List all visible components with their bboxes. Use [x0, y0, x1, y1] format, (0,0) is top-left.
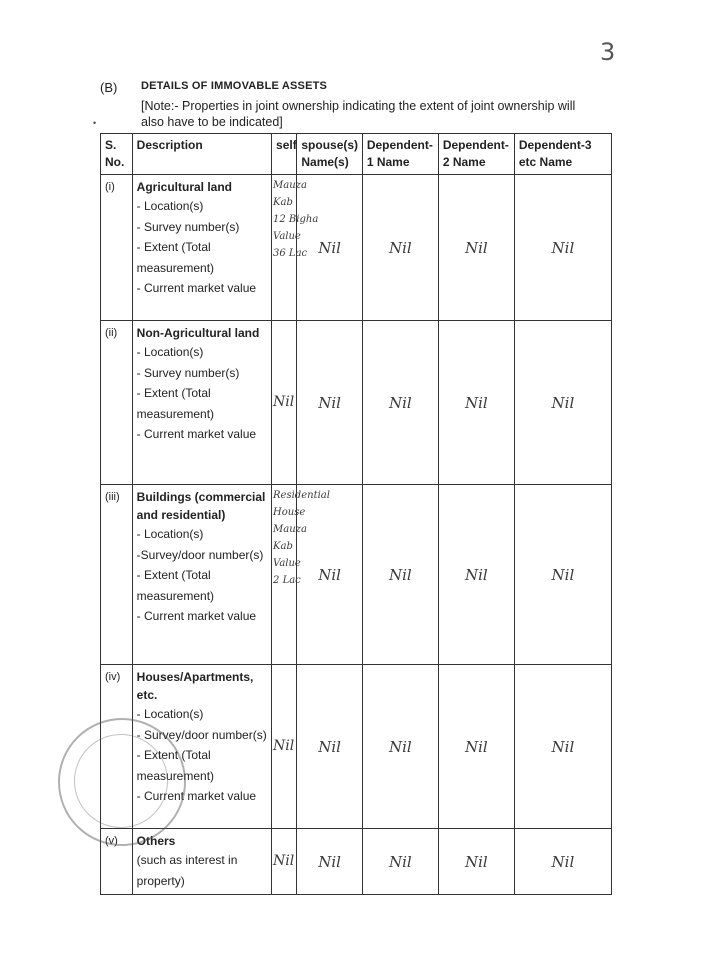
header-description: Description [132, 134, 271, 175]
row-sub-item: - Current market value [136, 789, 257, 803]
table-row [101, 829, 612, 895]
row-serial: (iv) [101, 665, 133, 829]
row-title: Buildings (commercial and residential) [136, 490, 266, 522]
row-sub-item: - Location(s) [136, 527, 204, 541]
row-sub-item: - Survey/door number(s) [136, 727, 267, 742]
row-sub-item: - Current market value [136, 609, 257, 623]
row-serial: (ii) [101, 321, 133, 485]
table-row [101, 665, 612, 829]
row-sub-item: - Location(s) [136, 345, 204, 359]
self-entry [272, 829, 297, 895]
handwritten-line: Nil [273, 853, 295, 869]
dep1-entry: Nil [362, 321, 438, 485]
dep2-entry: Nil [438, 485, 514, 665]
dep1-entry: Nil [362, 485, 438, 665]
spouse-entry: Nil [297, 829, 362, 895]
self-entry [272, 665, 297, 829]
dep2-entry: Nil [438, 175, 514, 321]
handwritten-line: Residential [273, 490, 330, 501]
row-description [132, 485, 271, 665]
row-sub-item: (such as interest in property) [136, 853, 238, 888]
spouse-entry: Nil [297, 665, 362, 829]
row-serial: (i) [101, 175, 133, 321]
dep2-entry: Nil [438, 829, 514, 895]
bullet-mark: • [93, 118, 97, 128]
section-note: [Note:- Properties in joint ownership indicating the extent of joint ownership will also have to be indicated] [141, 99, 576, 129]
row-sub-item: - Survey number(s) [136, 365, 240, 380]
table-row [101, 321, 612, 485]
table-header-row [101, 134, 612, 175]
table-row [101, 485, 612, 665]
row-description [132, 665, 271, 829]
row-sub-item: - Extent (Total measurement) [136, 240, 215, 275]
header-self: self [272, 134, 297, 175]
row-sub-item: - Survey number(s) [136, 219, 240, 234]
spouse-entry: Nil [297, 175, 362, 321]
row-sub-item: - Extent (Total measurement) [136, 386, 215, 421]
page-number: 3 [600, 38, 616, 66]
header-sno: S. No. [101, 134, 133, 175]
header-dependent-3: Dependent-3 etc Name [514, 134, 611, 175]
dep1-entry: Nil [362, 175, 438, 321]
row-title: Others [136, 834, 176, 848]
dep3-entry: Nil [514, 321, 611, 485]
row-sub-item: - Location(s) [136, 199, 204, 213]
spouse-entry: Nil [297, 485, 362, 665]
handwritten-line: 12 Bigha [273, 214, 319, 225]
dep2-entry: Nil [438, 321, 514, 485]
section-label: (B) [100, 80, 118, 95]
handwritten-line: 36 Lac [273, 248, 308, 259]
handwritten-line: Value [273, 558, 301, 569]
dep3-entry: Nil [514, 665, 611, 829]
row-description [132, 321, 271, 485]
dep1-entry: Nil [362, 665, 438, 829]
row-description [132, 175, 271, 321]
row-serial: (v) [101, 829, 133, 895]
dep1-entry: Nil [362, 829, 438, 895]
handwritten-line: 2 Lac [273, 575, 301, 586]
handwritten-line: Mauza [273, 524, 307, 535]
dep2-entry: Nil [438, 665, 514, 829]
row-title: Agricultural land [136, 180, 233, 194]
handwritten-line: Value [273, 231, 301, 242]
self-entry [272, 175, 319, 321]
row-sub-item: - Location(s) [136, 707, 204, 721]
row-sub-item: - Current market value [136, 281, 257, 295]
row-title: Houses/Apartments, etc. [136, 670, 254, 702]
row-description [132, 829, 271, 895]
dep3-entry: Nil [514, 175, 611, 321]
dep3-entry: Nil [514, 485, 611, 665]
header-dependent-2: Dependent-2 Name [438, 134, 514, 175]
handwritten-line: Mauza [273, 180, 307, 191]
row-serial: (iii) [101, 485, 133, 665]
handwritten-line: Kab [273, 541, 293, 552]
row-title: Non-Agricultural land [136, 326, 260, 340]
header-dependent-1: Dependent-1 Name [362, 134, 438, 175]
self-entry [272, 321, 297, 485]
handwritten-line: Nil [273, 738, 295, 754]
handwritten-line: Nil [273, 394, 295, 410]
handwritten-line: House [273, 507, 306, 518]
spouse-entry: Nil [297, 321, 362, 485]
immovable-assets-table [100, 133, 612, 895]
row-sub-item: -Survey/door number(s) [136, 547, 264, 562]
table-row [101, 175, 612, 321]
handwritten-line: Kab [273, 197, 293, 208]
row-sub-item: - Extent (Total measurement) [136, 748, 215, 783]
row-sub-item: - Extent (Total measurement) [136, 568, 215, 603]
header-spouse: spouse(s) Name(s) [297, 134, 362, 175]
section-title: DETAILS OF IMMOVABLE ASSETS [141, 80, 328, 92]
row-sub-item: - Current market value [136, 427, 257, 441]
dep3-entry: Nil [514, 829, 611, 895]
